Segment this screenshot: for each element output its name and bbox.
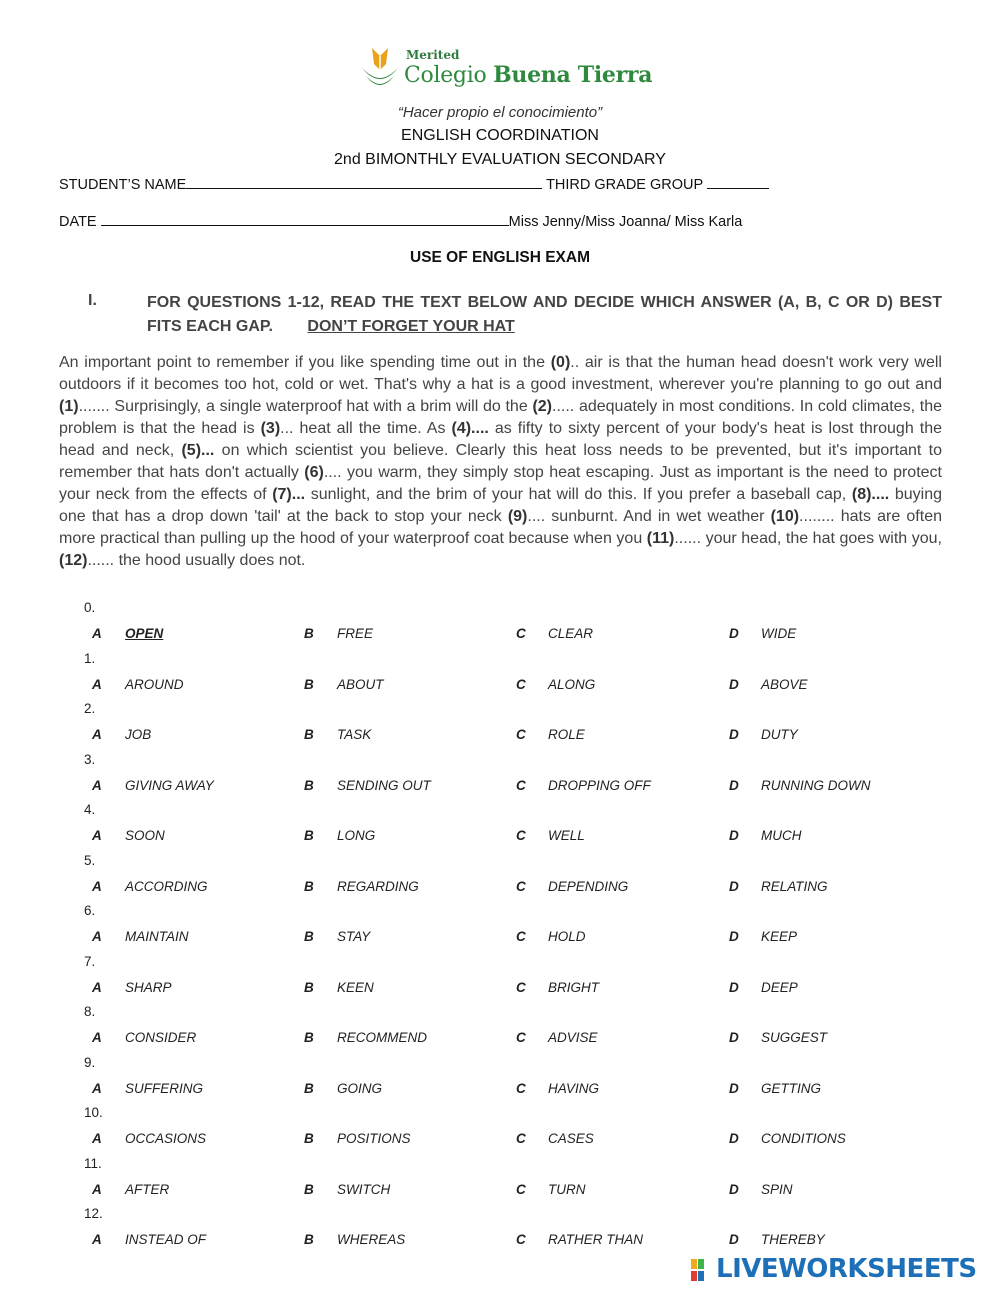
option-letter: D: [729, 676, 739, 692]
option-answer[interactable]: SHARP: [125, 979, 172, 995]
option-letter: C: [516, 676, 526, 692]
option-answer[interactable]: ABOVE: [761, 676, 808, 692]
passage-title: DON’T FORGET YOUR HAT: [307, 318, 515, 335]
option-letter: D: [729, 727, 739, 742]
passage-text: ...... your head, the hat goes with you,: [674, 530, 943, 547]
passage-text: sunlight, and the brim of your hat will do this. If you prefer a baseball cap,: [305, 486, 852, 503]
option-letter: C: [516, 1181, 526, 1197]
exam-title: USE OF ENGLISH EXAM: [410, 249, 590, 266]
option-answer[interactable]: KEEN: [337, 979, 374, 995]
option-answer[interactable]: SUFFERING: [125, 1080, 204, 1096]
school-emblem-icon: [358, 44, 402, 94]
option-answer[interactable]: ADVISE: [548, 1030, 598, 1045]
option-letter: D: [729, 929, 739, 944]
coordination-title: ENGLISH COORDINATION: [401, 127, 599, 144]
gap-marker: (12): [59, 552, 88, 569]
option-letter: A: [92, 878, 102, 894]
student-info-line: [59, 175, 769, 193]
option-letter: D: [729, 979, 739, 995]
option-answer[interactable]: WIDE: [761, 626, 797, 641]
option-letter: C: [516, 727, 526, 742]
passage-text: ....... Surprisingly, a single waterproof hat with a brim will do the: [78, 398, 533, 415]
option-answer[interactable]: DUTY: [761, 727, 798, 742]
option-letter: A: [92, 626, 102, 641]
option-letter: A: [92, 777, 102, 793]
student-name-label: STUDENT’S NAME: [59, 177, 187, 193]
option-answer[interactable]: JOB: [125, 727, 152, 742]
option-letter: A: [92, 979, 102, 995]
option-answer[interactable]: SWITCH: [337, 1181, 391, 1197]
option-letter: C: [516, 1080, 526, 1096]
student-name-field[interactable]: [186, 175, 542, 189]
option-answer[interactable]: ACCORDING: [125, 878, 208, 894]
question-number: 5.: [84, 852, 96, 868]
option-answer[interactable]: GIVING AWAY: [125, 777, 214, 793]
liveworksheets-watermark: [690, 1254, 990, 1284]
question-number: 1.: [84, 650, 96, 666]
liveworksheets-text: LIVEWORKSHEETS: [716, 1254, 977, 1284]
passage-text: ..... adequately in most conditions. In cold climates, the problem is that the head is: [59, 398, 942, 437]
passage-text: ...... the hood usually does not.: [87, 552, 306, 569]
passage-text: buying one that has a drop down 'tail' at the back to stop your neck: [59, 486, 943, 525]
option-letter: D: [729, 626, 739, 641]
option-answer[interactable]: CLEAR: [548, 626, 594, 641]
option-letter: C: [516, 878, 526, 894]
passage-text: .. air is that the human head doesn't work very well outdoors if it becomes too hot, cold or wet. That's why a hat is a good investment, wherever you're planning to go out and: [59, 354, 942, 393]
option-answer[interactable]: AFTER: [125, 1181, 170, 1197]
option-letter: A: [92, 1030, 102, 1045]
option-answer[interactable]: MUCH: [761, 828, 802, 843]
option-answer[interactable]: WHEREAS: [337, 1232, 406, 1247]
option-answer[interactable]: TURN: [548, 1181, 586, 1197]
option-letter: C: [516, 1030, 526, 1045]
date-label: DATE: [59, 214, 97, 230]
option-letter: B: [304, 828, 314, 843]
option-answer[interactable]: OCCASIONS: [125, 1131, 207, 1146]
option-answer[interactable]: KEEP: [761, 929, 798, 944]
option-letter: C: [516, 626, 526, 641]
option-letter: A: [92, 676, 102, 692]
question-number: 10.: [84, 1105, 103, 1120]
passage-text: .... you warm, they simply stop heat escaping. Just as important is the need to protect your neck from the effects of: [59, 464, 942, 503]
option-answer[interactable]: AROUND: [125, 676, 184, 692]
question-number: 4.: [84, 802, 96, 817]
date-info-line: [59, 212, 742, 230]
gap-marker: (1): [59, 398, 79, 415]
option-answer[interactable]: DEEP: [761, 979, 798, 995]
option-letter: D: [729, 1080, 739, 1096]
reading-passage: [59, 352, 942, 572]
option-letter: B: [304, 1080, 314, 1096]
option-answer[interactable]: SPIN: [761, 1181, 793, 1197]
gap-marker: (3): [260, 420, 281, 437]
option-answer[interactable]: ALONG: [548, 676, 596, 692]
passage-text: An important point to remember if you like spending time out in the: [59, 354, 551, 371]
option-letter: C: [516, 828, 526, 843]
option-letter: D: [729, 1030, 739, 1045]
passage-text: on which scientist you believe. Clearly this heat loss needs to be prevented, but it's important to remember that hats don't actually: [59, 442, 942, 481]
option-answer[interactable]: GOING: [337, 1080, 383, 1096]
logo-brand-text: [404, 62, 652, 88]
gap-marker: (9): [507, 508, 528, 525]
question-number: 0.: [84, 600, 96, 615]
gap-marker: (10): [770, 508, 800, 525]
passage-text: ........ hats are often more practical than pulling up the hood of your waterproof coat because when you: [59, 508, 942, 547]
option-letter: B: [304, 1030, 314, 1045]
section-number: I.: [88, 292, 97, 309]
option-letter: A: [92, 727, 102, 742]
liveworksheets-logo-icon: [690, 1258, 716, 1282]
option-letter: A: [92, 828, 102, 843]
question-number: 2.: [84, 701, 96, 716]
option-letter: B: [304, 979, 314, 995]
option-answer[interactable]: MAINTAIN: [125, 929, 189, 944]
option-letter: A: [92, 929, 102, 944]
passage-text: .... sunburnt. And in wet weather: [527, 508, 771, 525]
option-letter: B: [304, 676, 314, 692]
option-letter: D: [729, 878, 739, 894]
option-letter: C: [516, 929, 526, 944]
option-letter: C: [516, 1232, 526, 1247]
option-answer[interactable]: WELL: [548, 828, 585, 843]
option-answer[interactable]: GETTING: [761, 1080, 821, 1096]
option-answer[interactable]: POSITIONS: [337, 1131, 411, 1146]
gap-marker: (11): [646, 530, 675, 547]
school-motto: “Hacer propio el conocimiento”: [397, 104, 603, 121]
option-letter: B: [304, 929, 314, 944]
gap-marker: (2): [532, 398, 553, 415]
option-answer[interactable]: FREE: [337, 626, 374, 641]
option-answer[interactable]: ABOUT: [337, 676, 384, 692]
question-number: 11.: [84, 1155, 102, 1171]
passage-text: as fifty to sixty percent of your body's heat is lost through the head and neck,: [59, 420, 943, 459]
section-instruction: [147, 291, 942, 339]
instruction-text: FOR QUESTIONS 1-12, READ THE TEXT BELOW AND DECIDE WHICH ANSWER (A, B, C OR D) BEST FITS EACH GAP.: [147, 294, 942, 335]
option-answer[interactable]: CASES: [548, 1131, 594, 1146]
passage-text: ... heat all the time. As: [280, 420, 452, 437]
option-answer[interactable]: TASK: [337, 727, 372, 742]
gap-marker: (6): [304, 464, 324, 481]
option-letter: A: [92, 1181, 102, 1197]
option-answer[interactable]: OPEN: [125, 626, 164, 641]
question-number: 12.: [84, 1206, 103, 1221]
option-letter: C: [516, 777, 526, 793]
option-letter: D: [729, 777, 739, 793]
option-letter: C: [516, 979, 526, 995]
option-answer[interactable]: HAVING: [548, 1080, 600, 1096]
option-letter: B: [304, 1131, 314, 1146]
option-answer[interactable]: SENDING OUT: [337, 777, 431, 793]
option-answer[interactable]: LONG: [337, 828, 376, 843]
option-letter: D: [729, 1131, 739, 1146]
option-letter: B: [304, 1181, 314, 1197]
logo-merited-text: Merited: [406, 48, 460, 62]
option-answer[interactable]: RATHER THAN: [548, 1232, 644, 1247]
option-letter: A: [92, 1080, 102, 1096]
option-answer[interactable]: RUNNING DOWN: [761, 777, 871, 793]
option-answer[interactable]: CONDITIONS: [761, 1131, 846, 1146]
question-number: 3.: [84, 751, 96, 767]
option-answer[interactable]: INSTEAD OF: [125, 1232, 207, 1247]
option-answer[interactable]: SUGGEST: [761, 1030, 828, 1045]
logo-brand-light: Colegio: [404, 63, 494, 88]
option-answer[interactable]: DEPENDING: [548, 878, 629, 894]
option-letter: B: [304, 777, 314, 793]
question-number: 6.: [84, 903, 96, 918]
gap-marker: (8)....: [851, 486, 890, 503]
option-answer[interactable]: RELATING: [761, 878, 828, 894]
option-letter: C: [516, 1131, 526, 1146]
option-letter: B: [304, 727, 314, 742]
option-letter: B: [304, 626, 314, 641]
option-letter: D: [729, 1232, 739, 1247]
gap-marker: (7)...: [272, 486, 306, 503]
option-answer[interactable]: RECOMMEND: [337, 1030, 427, 1045]
gap-marker: (0): [550, 354, 571, 371]
evaluation-title: 2nd BIMONTHLY EVALUATION SECONDARY: [334, 151, 666, 168]
option-answer[interactable]: CONSIDER: [125, 1030, 197, 1045]
option-letter: B: [304, 878, 314, 894]
teachers-names: Miss Jenny/Miss Joanna/ Miss Karla: [508, 214, 743, 230]
option-answer[interactable]: STAY: [337, 929, 371, 944]
option-answer[interactable]: THEREBY: [761, 1232, 825, 1247]
option-letter: A: [92, 1232, 102, 1247]
gap-marker: (5)...: [181, 442, 215, 459]
option-answer[interactable]: REGARDING: [337, 878, 419, 894]
date-field[interactable]: [101, 212, 509, 226]
option-letter: D: [729, 1181, 739, 1197]
option-letter: D: [729, 828, 739, 843]
question-number: 8.: [84, 1004, 96, 1019]
school-logo: [358, 44, 653, 96]
group-label: THIRD GRADE GROUP: [546, 177, 703, 193]
logo-brand-bold: Buena Tierra: [493, 62, 653, 88]
option-answer[interactable]: SOON: [125, 828, 165, 843]
question-number: 9.: [84, 1054, 96, 1070]
group-field[interactable]: [707, 175, 769, 189]
option-letter: B: [304, 1232, 314, 1247]
option-letter: A: [92, 1131, 102, 1146]
question-number: 7.: [84, 953, 96, 969]
gap-marker: (4)....: [451, 420, 489, 437]
option-answer[interactable]: ROLE: [548, 727, 585, 742]
option-answer[interactable]: DROPPING OFF: [548, 777, 651, 793]
option-answer[interactable]: HOLD: [548, 929, 586, 944]
option-answer[interactable]: BRIGHT: [548, 979, 600, 995]
